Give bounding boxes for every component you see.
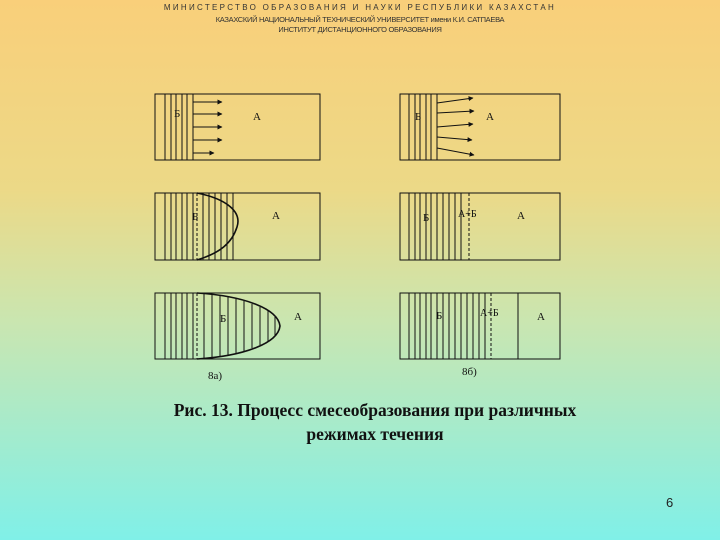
- label-b: Б: [174, 108, 181, 120]
- caption-line-1: Рис. 13. Процесс смесеобразования при различных: [173, 400, 577, 420]
- label-a: А: [294, 311, 302, 323]
- label-a: А: [272, 210, 280, 222]
- label-b: Б: [220, 313, 227, 325]
- label-a: А: [486, 111, 494, 123]
- panel-middle-right: [400, 193, 560, 260]
- panel-middle-left: [155, 193, 320, 260]
- panel-bottom-left: [155, 293, 320, 382]
- label-a: А: [253, 111, 261, 123]
- header-ministry: МИНИСТЕРСТВО ОБРАЗОВАНИЯ И НАУКИ РЕСПУБЛИКИ КАЗАХСТАН: [163, 3, 557, 12]
- panel-top-right: [400, 94, 560, 160]
- label-a-plus-b: А+Б: [480, 308, 499, 319]
- label-b: Б: [436, 310, 443, 322]
- page-number: 6: [666, 495, 674, 510]
- caption-8a: 8а): [208, 370, 223, 382]
- label-a-plus-b: А+Б: [458, 209, 477, 220]
- figure-caption: [0, 398, 720, 446]
- flow-arrows: [193, 102, 222, 153]
- flow-arrows-turbulent: [437, 98, 474, 155]
- label-b: Б: [192, 211, 199, 223]
- label-a: А: [537, 311, 545, 323]
- panel-bottom-right: [400, 293, 560, 378]
- panel-top-left: [155, 94, 320, 160]
- label-b: Б: [423, 212, 430, 224]
- caption-8b: 8б): [462, 366, 477, 378]
- caption-line-2: режимах течения: [306, 424, 444, 444]
- label-a: А: [517, 210, 525, 222]
- header-university: КАЗАХСКИЙ НАЦИОНАЛЬНЫЙ ТЕХНИЧЕСКИЙ УНИВЕРСИТЕТ имени К.И. САТПАЕВА: [215, 15, 505, 24]
- label-b: Б: [415, 111, 422, 123]
- header-institute: ИНСТИТУТ ДИСТАНЦИОННОГО ОБРАЗОВАНИЯ: [278, 25, 442, 34]
